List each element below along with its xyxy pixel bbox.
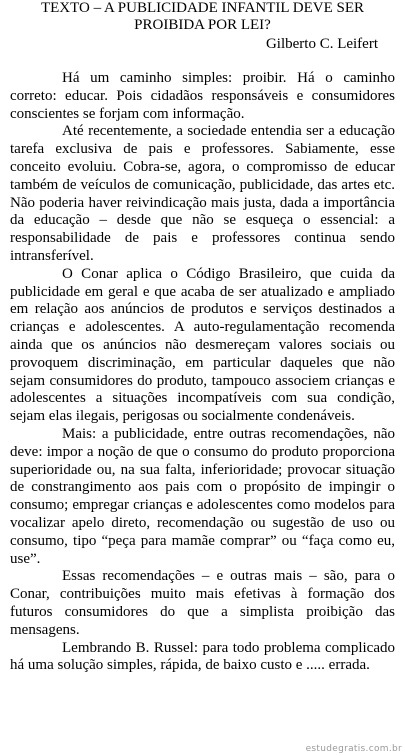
document-body: [10, 70, 395, 675]
document-title: TEXTO – A PUBLICIDADE INFANTIL DEVE SER PROIBIDA POR LEI?: [40, 0, 365, 33]
paragraph: Mais: a publicidade, entre outras recomendações, não deve: impor a noção de que o consumo do produto proporciona superioridade ou, na sua falta, inferioridade; provocar situação de constrangimento aos pais com o propósito de impingir o consumo; empregar crianças e adolescentes como modelos para vocalizar apelo direto, recomendação ou sugestão de uso ou consumo, tipo “peça para mamãe comprar” ou “faça como eu, use”.: [10, 425, 395, 567]
paragraph: Há um caminho simples: proibir. Há o caminho correto: educar. Pois cidadãos responsáveis e consumidores conscientes se forjam com informação.: [10, 70, 395, 122]
site-watermark: estudegratis.com.br: [305, 744, 402, 754]
paragraph: O Conar aplica o Código Brasileiro, que cuida da publicidade em geral e que acaba de ser atualizado e ampliado em relação aos anúncios de produtos e serviços destinados a crianças e adolescentes. A auto-regulamentação recomenda ainda que os anúncios não desmereçam valores sociais ou provoquem discriminação, em particular daqueles que não sejam consumidores do produto, tampouco associem crianças e adolescentes a situações incompatíveis com sua condição, sejam elas ilegais, perigosas ou socialmente condenáveis.: [10, 265, 395, 425]
paragraph: Até recentemente, a sociedade entendia ser a educação tarefa exclusiva de pais e professores. Sabiamente, esse conceito evoluiu. Cobra-se, agora, o compromisso de educar também de veículos de comunicação, publicidade, das artes etc. Não poderia haver reivindicação mais justa, dada a importância da educação – desde que não se esqueça o essencial: a responsabilidade de pais e professores continua sendo intransferível.: [10, 123, 395, 264]
author-name: Gilberto C. Leifert: [265, 36, 378, 52]
paragraph: Essas recomendações – e outras mais – são, para o Conar, contribuições muito mais efetivas à formação dos futuros consumidores do que a simplista proibição das mensagens.: [10, 568, 395, 638]
paragraph: Lembrando B. Russel: para todo problema complicado há uma solução simples, rápida, de baixo custo e ..... errada.: [10, 639, 395, 674]
